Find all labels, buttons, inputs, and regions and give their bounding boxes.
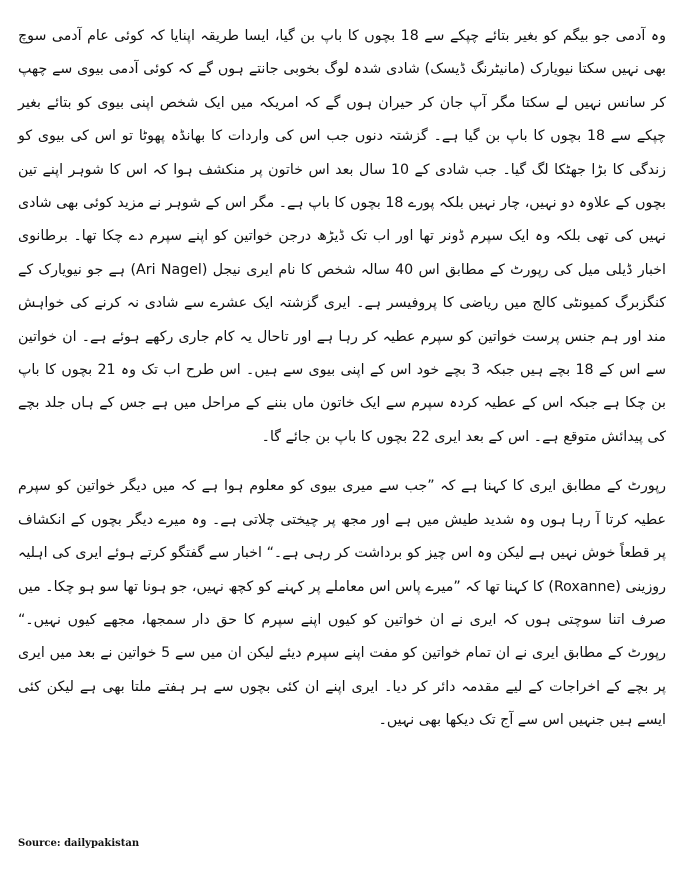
article-paragraph-2: رپورٹ کے مطابق ایری کا کہنا ہے کہ ”جب سے میری بیوی کو معلوم ہوا ہے کہ میں دیگر خواتین کو سپرم عطیہ کرتا آ رہا ہوں وہ شدید طیش میں ہے اور مجھ پر چیختی چلاتی ہے۔ وہ میرے دیگر بچوں کے انکشاف پر قطعاً خوش نہیں ہے لیکن وہ اس چیز کو برداشت کر رہی ہے۔“ اخبار سے گفتگو کرتے ہوئے ایری کی اہلیہ روزینی (Roxanne) کا کہنا تھا کہ ”میرے پاس اس معاملے پر کہنے کو کچھ نہیں، جو ہونا تھا سو ہو چکا۔ میں صرف اتنا سوچتی ہوں کہ ایری نے ان خواتین کو کیوں اپنے سپرم کا حق دار سمجھا، مجھے کیوں نہیں۔“ رپورٹ کے مطابق ایری نے ان تمام خواتین کو مفت اپنے سپرم دیئے لیکن ان میں سے 5 خواتین نے بعد میں ایری پر بچے کے اخراجات کے لیے مقدمہ دائر کر دیا۔ ایری اپنے ان کئی بچوں سے ہر ہفتے ملتا بھی ہے لیکن کئی ایسے ہیں جنہیں اس سے آج تک دیکھا بھی نہیں۔ (18, 478, 666, 729)
article-body (18, 20, 666, 738)
source-label: Source: (18, 838, 61, 849)
source-credit (18, 838, 139, 849)
source-name: dailypakistan (64, 838, 140, 849)
article-paragraph-1: وہ آدمی جو بیگم کو بغیر بتائے چپکے سے 18 بچوں کا باپ بن گیا، ایسا طریقہ اپنایا کہ کوئی عام آدمی سوچ بھی نہیں سکتا نیویارک (مانیٹرنگ ڈیسک) شادی شدہ لوگ بخوبی جانتے ہوں گے کہ کوئی آدمی بیوی سے چھپ کر سانس نہیں لے سکتا مگر آپ جان کر حیران ہوں گے کہ امریکہ میں ایک شخص اپنی بیوی کو بتائے بغیر چپکے سے 18 بچوں کا باپ بن گیا ہے۔ گزشتہ دنوں جب اس کی واردات کا بھانڈہ پھوٹا تو اس کی بیوی کو زندگی کا بڑا جھٹکا لگ گیا۔ جب شادی کے 10 سال بعد اس خاتون پر منکشف ہوا کہ اس کا شوہر اپنے تین بچوں کے علاوہ دو نہیں، چار نہیں بلکہ پورے 18 بچوں کا باپ ہے۔ مگر اس کے شوہر نے مزید کوئی بھی شادی نہیں کی تھی بلکہ وہ ایک سپرم ڈونر تھا اور اب تک ڈیڑھ درجن خواتین کو اپنے سپرم دے چکا تھا۔ برطانوی اخبار ڈیلی میل کی رپورٹ کے مطابق اس 40 سالہ شخص کا نام ایری نیجل (Ari Nagel) ہے جو نیویارک کے کنگزبرگ کمیونٹی کالج میں ریاضی کا پروفیسر ہے۔ ایری گزشتہ ایک عشرے سے شادی نہ کرنے کی خواہش مند اور ہم جنس پرست خواتین کو سپرم عطیہ کر رہا ہے اور تاحال یہ کام جاری رکھے ہوئے ہے۔ ان خواتین سے اس کے 18 بچے ہیں جبکہ 3 بچے خود اس کے اپنی بیوی سے ہیں۔ اس طرح اب تک وہ 21 بچوں کا باپ بن چکا ہے جبکہ اس کے عطیہ کردہ سپرم سے ایک خاتون ماں بننے کے مراحل میں ہے جس کے ہاں جلد بچے کی پیدائش متوقع ہے۔ اس کے بعد ایری 22 بچوں کا باپ بن جائے گا۔ (18, 28, 667, 445)
